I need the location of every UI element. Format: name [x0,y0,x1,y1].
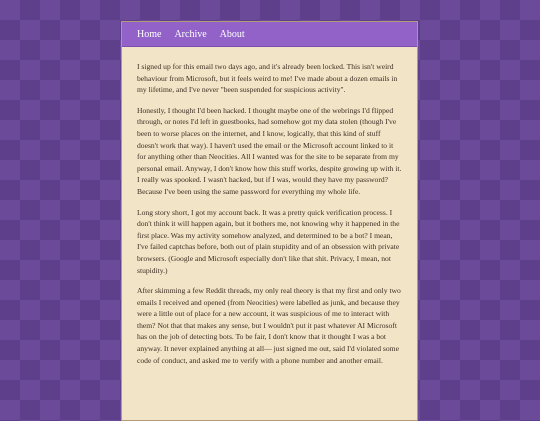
page-container [121,21,418,421]
article-paragraph: Long story short, I got my account back. It was a pretty quick verification process. I don't think it will happen again, but it bothers me, not knowing why it happened in the first place. Was my activity somehow analyzed, and determined to be a bot? I mean, I've failed captchas before, both out of plain stupidity and of an obsession with private browsers. (Google and Microsoft especially don't like that shit. Privacy, I mean, not stupidity.) [137,207,400,275]
nav-archive-link[interactable]: Archive [174,28,207,40]
nav-home-link[interactable]: Home [137,28,162,40]
article-paragraph: I signed up for this email two days ago, and it's already been locked. This isn't weird behaviour from Microsoft, but it feels weird to me! I've made about a dozen emails in my lifetime, and I've never "been suspended for suspicious activity". [137,62,398,95]
top-nav [122,22,417,47]
article-paragraph: Honestly, I thought I'd been hacked. I thought maybe one of the webrings I'd flipped through, or notes I'd left in guestbooks, had somehow got my data stolen (though I've been to worse places on the internet, and I know, logically, that this kind of stuff doesn't work that way). I haven't used the email or the Microsoft account linked to it for anything other than Neocities. All I wanted was for the site to be separate from my personal email. Anyway, I don't know how this stuff works, despite growing up with it. I really was spooked. I wasn't hacked, but if I was, would they have my password? Because I've been using the same password for everything my whole life. [137,105,402,196]
nav-about-link[interactable]: About [219,28,245,40]
article-body [122,47,417,366]
article-paragraph: After skimming a few Reddit threads, my only real theory is that my first and only two emails I received and opened (from Neocities) were labelled as junk, and because they were a little out of place for a new account, it was suspicious of me to interact with them? Not that that makes any sense, but I wouldn't put it past whatever AI Microsoft has on the job of detecting bots. To be fair, I don't know that it thought I was a bot anyway. It never explained anything at all— just signed me out, said I'd violated some code of conduct, and asked me to verify with a phone number and another email. [137,286,401,365]
